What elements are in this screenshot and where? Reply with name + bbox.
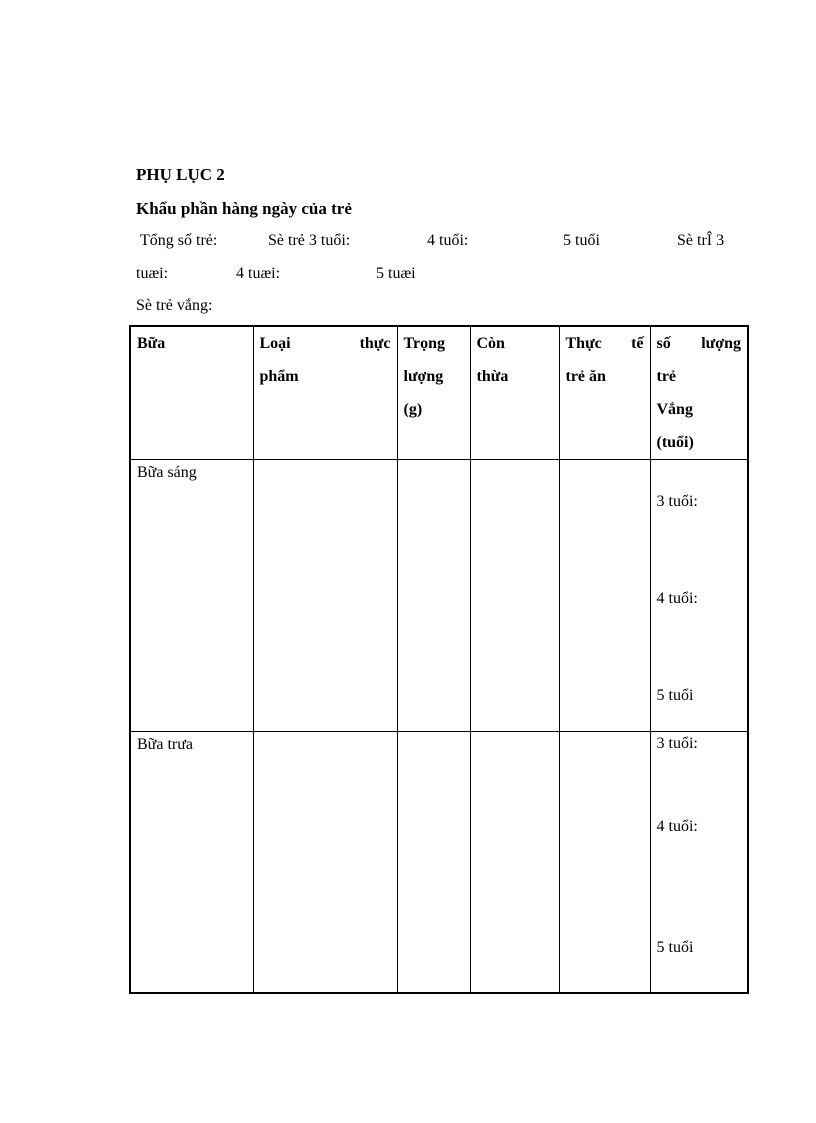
absent-count-cell[interactable] (650, 460, 748, 732)
table-row (130, 732, 748, 993)
leftover-cell[interactable] (470, 460, 559, 732)
header-meal: Bữa (130, 326, 253, 460)
food-type-cell[interactable] (253, 732, 397, 993)
meal-cell (130, 460, 253, 732)
age3-count-label: Sè trẻ 3 tuổi: (268, 232, 351, 249)
page-title: PHỤ LỤC 2 (136, 165, 225, 184)
alt-age5-label: 5 tuæi (376, 265, 416, 282)
meal-label: Bữa trưa (137, 736, 193, 753)
age-label: 5 tuổi (656, 687, 694, 704)
meal-ration-table (129, 325, 749, 994)
leftover-cell[interactable] (470, 732, 559, 993)
weight-cell[interactable] (397, 460, 470, 732)
actual-eaten-cell[interactable] (559, 460, 650, 732)
meal-label: Bữa sáng (137, 464, 197, 481)
absent-count-cell[interactable] (650, 732, 748, 993)
header-weight: Trọng lượng (g) (397, 326, 470, 460)
age-label: 4 tuổi: (656, 818, 698, 835)
header-absent-count: số lượng trẻ Vắng (tuổi) (650, 326, 748, 460)
alt-age3-label: Sè trÎ 3 (677, 232, 725, 249)
age-label: 3 tuổi: (656, 493, 698, 510)
page-subtitle: Khẩu phần hàng ngày của trẻ (136, 199, 352, 218)
header-actual-eaten: Thực tế trẻ ăn (559, 326, 650, 460)
actual-eaten-cell[interactable] (559, 732, 650, 993)
weight-cell[interactable] (397, 732, 470, 993)
table-header-row (130, 326, 748, 460)
table-row (130, 460, 748, 732)
alt-age3-suffix: tuæi: (136, 265, 169, 282)
total-children-label: Tổng số trẻ: (140, 232, 218, 249)
age-label: 3 tuổi: (656, 735, 698, 752)
age5-count-label: 5 tuổi (563, 232, 600, 249)
header-leftover: Còn thừa (470, 326, 559, 460)
absent-children-label: Sè trẻ vắng: (136, 297, 213, 314)
alt-age4-label: 4 tuæi: (236, 265, 281, 282)
food-type-cell[interactable] (253, 460, 397, 732)
age4-count-label: 4 tuổi: (427, 232, 469, 249)
age-label: 4 tuổi: (656, 590, 698, 607)
meal-cell (130, 732, 253, 993)
header-food-type: Loại thực phẩm (253, 326, 397, 460)
age-label: 5 tuổi (656, 939, 694, 956)
